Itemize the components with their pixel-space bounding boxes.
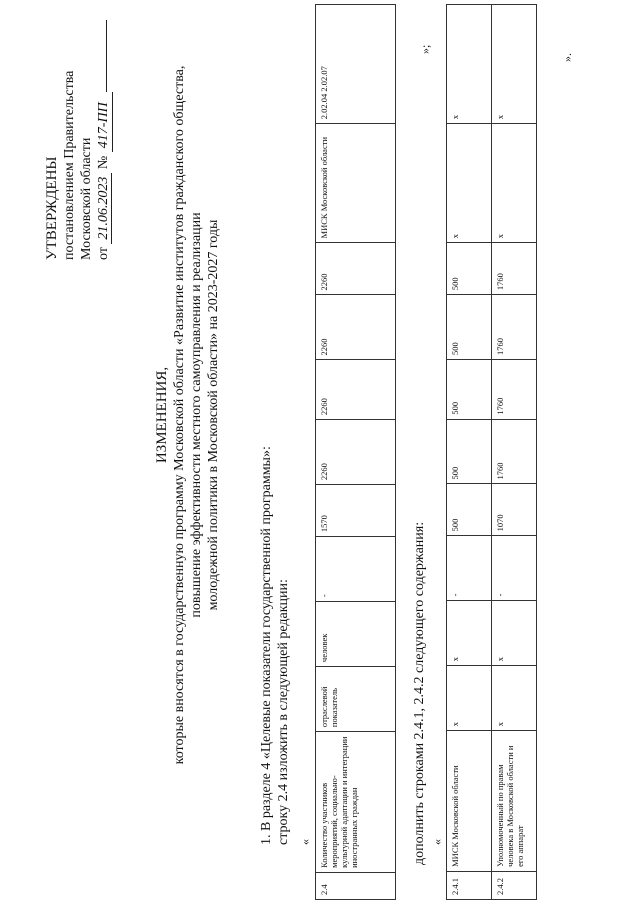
responsible-cell: МИСК Московской области	[316, 124, 396, 243]
date-prefix: от	[96, 247, 111, 260]
value-2024-cell: 1760	[492, 419, 537, 484]
close-quote-1: »;	[418, 44, 432, 54]
intro-paragraph	[258, 446, 292, 845]
value-2027-cell: 500	[447, 243, 492, 295]
unit-cell: х	[492, 601, 537, 666]
open-quote-1: «	[298, 839, 312, 845]
table-row	[316, 5, 396, 900]
row-number-cell: 2.4.2	[492, 871, 537, 899]
table-row	[492, 5, 537, 900]
value-2023-cell: 500	[447, 484, 492, 536]
add-rows-instruction: дополнить строками 2.4.1, 2.4.2 следующего содержания:	[412, 521, 427, 865]
value-2026-cell: 1760	[492, 295, 537, 360]
intro-line-1: 1. В разделе 4 «Целевые показатели государственной программы»:	[259, 446, 274, 845]
value-2026-cell: 500	[447, 295, 492, 360]
title-line-1: которые вносятся в государственную программу Московской области «Развитие институтов гражданского общества,	[172, 65, 187, 765]
value-2027-cell: 2260	[316, 243, 396, 295]
signature-underline	[106, 20, 107, 92]
indicators-table-row-2-4	[315, 4, 396, 900]
row-number-cell: 2.4.1	[447, 871, 492, 899]
approval-stamp	[44, 20, 113, 260]
indicator-type-cell: х	[447, 666, 492, 731]
document-title	[154, 45, 222, 785]
intro-line-2: строку 2.4 изложить в следующей редакции:	[276, 579, 291, 845]
approved-date-line	[95, 20, 113, 260]
indicators-table-rows-2-4-1-2	[446, 4, 537, 900]
title-line-3: молодежной политики в Московской области» на 2023-2027 годы	[206, 219, 221, 611]
indicator-name-cell: МИСК Московской области	[447, 731, 492, 872]
indicator-type-cell: отраслевой показатель	[316, 667, 396, 732]
value-2027-cell: 1760	[492, 243, 537, 295]
unit-cell: х	[447, 601, 492, 666]
number-prefix: №	[96, 155, 111, 170]
value-2023-cell: 1070	[492, 484, 537, 536]
value-2023-cell: 1570	[316, 485, 396, 537]
unit-cell: человек	[316, 602, 396, 667]
value-2026-cell: 2260	[316, 295, 396, 360]
value-2025-cell: 1760	[492, 360, 537, 420]
approved-line-1: постановлением Правительства	[62, 70, 77, 260]
base-value-cell: -	[447, 536, 492, 601]
linked-activity-cell: 2.02.04 2.02.07	[316, 5, 396, 124]
indicator-name-cell: Количество участников мероприятий, социально-культурной адаптации и интеграции иностранных граждан	[316, 732, 396, 873]
title-line-2: повышение эффективности местного самоуправления и реализации	[189, 212, 204, 618]
linked-activity-cell: х	[492, 5, 537, 124]
value-2025-cell: 2260	[316, 360, 396, 420]
value-2025-cell: 500	[447, 360, 492, 420]
indicator-type-cell: х	[492, 666, 537, 731]
open-quote-2: «	[430, 839, 444, 845]
close-quote-2: ».	[560, 53, 574, 62]
approved-line-2: Московской области	[79, 137, 94, 260]
value-2024-cell: 2260	[316, 420, 396, 485]
approval-date: 21.06.2023	[96, 173, 112, 244]
base-value-cell: -	[316, 537, 396, 602]
value-2024-cell: 500	[447, 419, 492, 484]
approval-number: 417-ПП	[95, 92, 113, 152]
linked-activity-cell: х	[447, 5, 492, 124]
approved-heading: УТВЕРЖДЕНЫ	[44, 156, 60, 260]
table-row	[447, 5, 492, 900]
title-heading: ИЗМЕНЕНИЯ,	[154, 366, 170, 464]
indicator-name-cell: Уполномоченный по правам человека в Московской области и его аппарат	[492, 731, 537, 872]
responsible-cell: х	[447, 124, 492, 243]
responsible-cell: х	[492, 124, 537, 243]
base-value-cell: -	[492, 536, 537, 601]
row-number-cell: 2.4	[316, 872, 396, 899]
